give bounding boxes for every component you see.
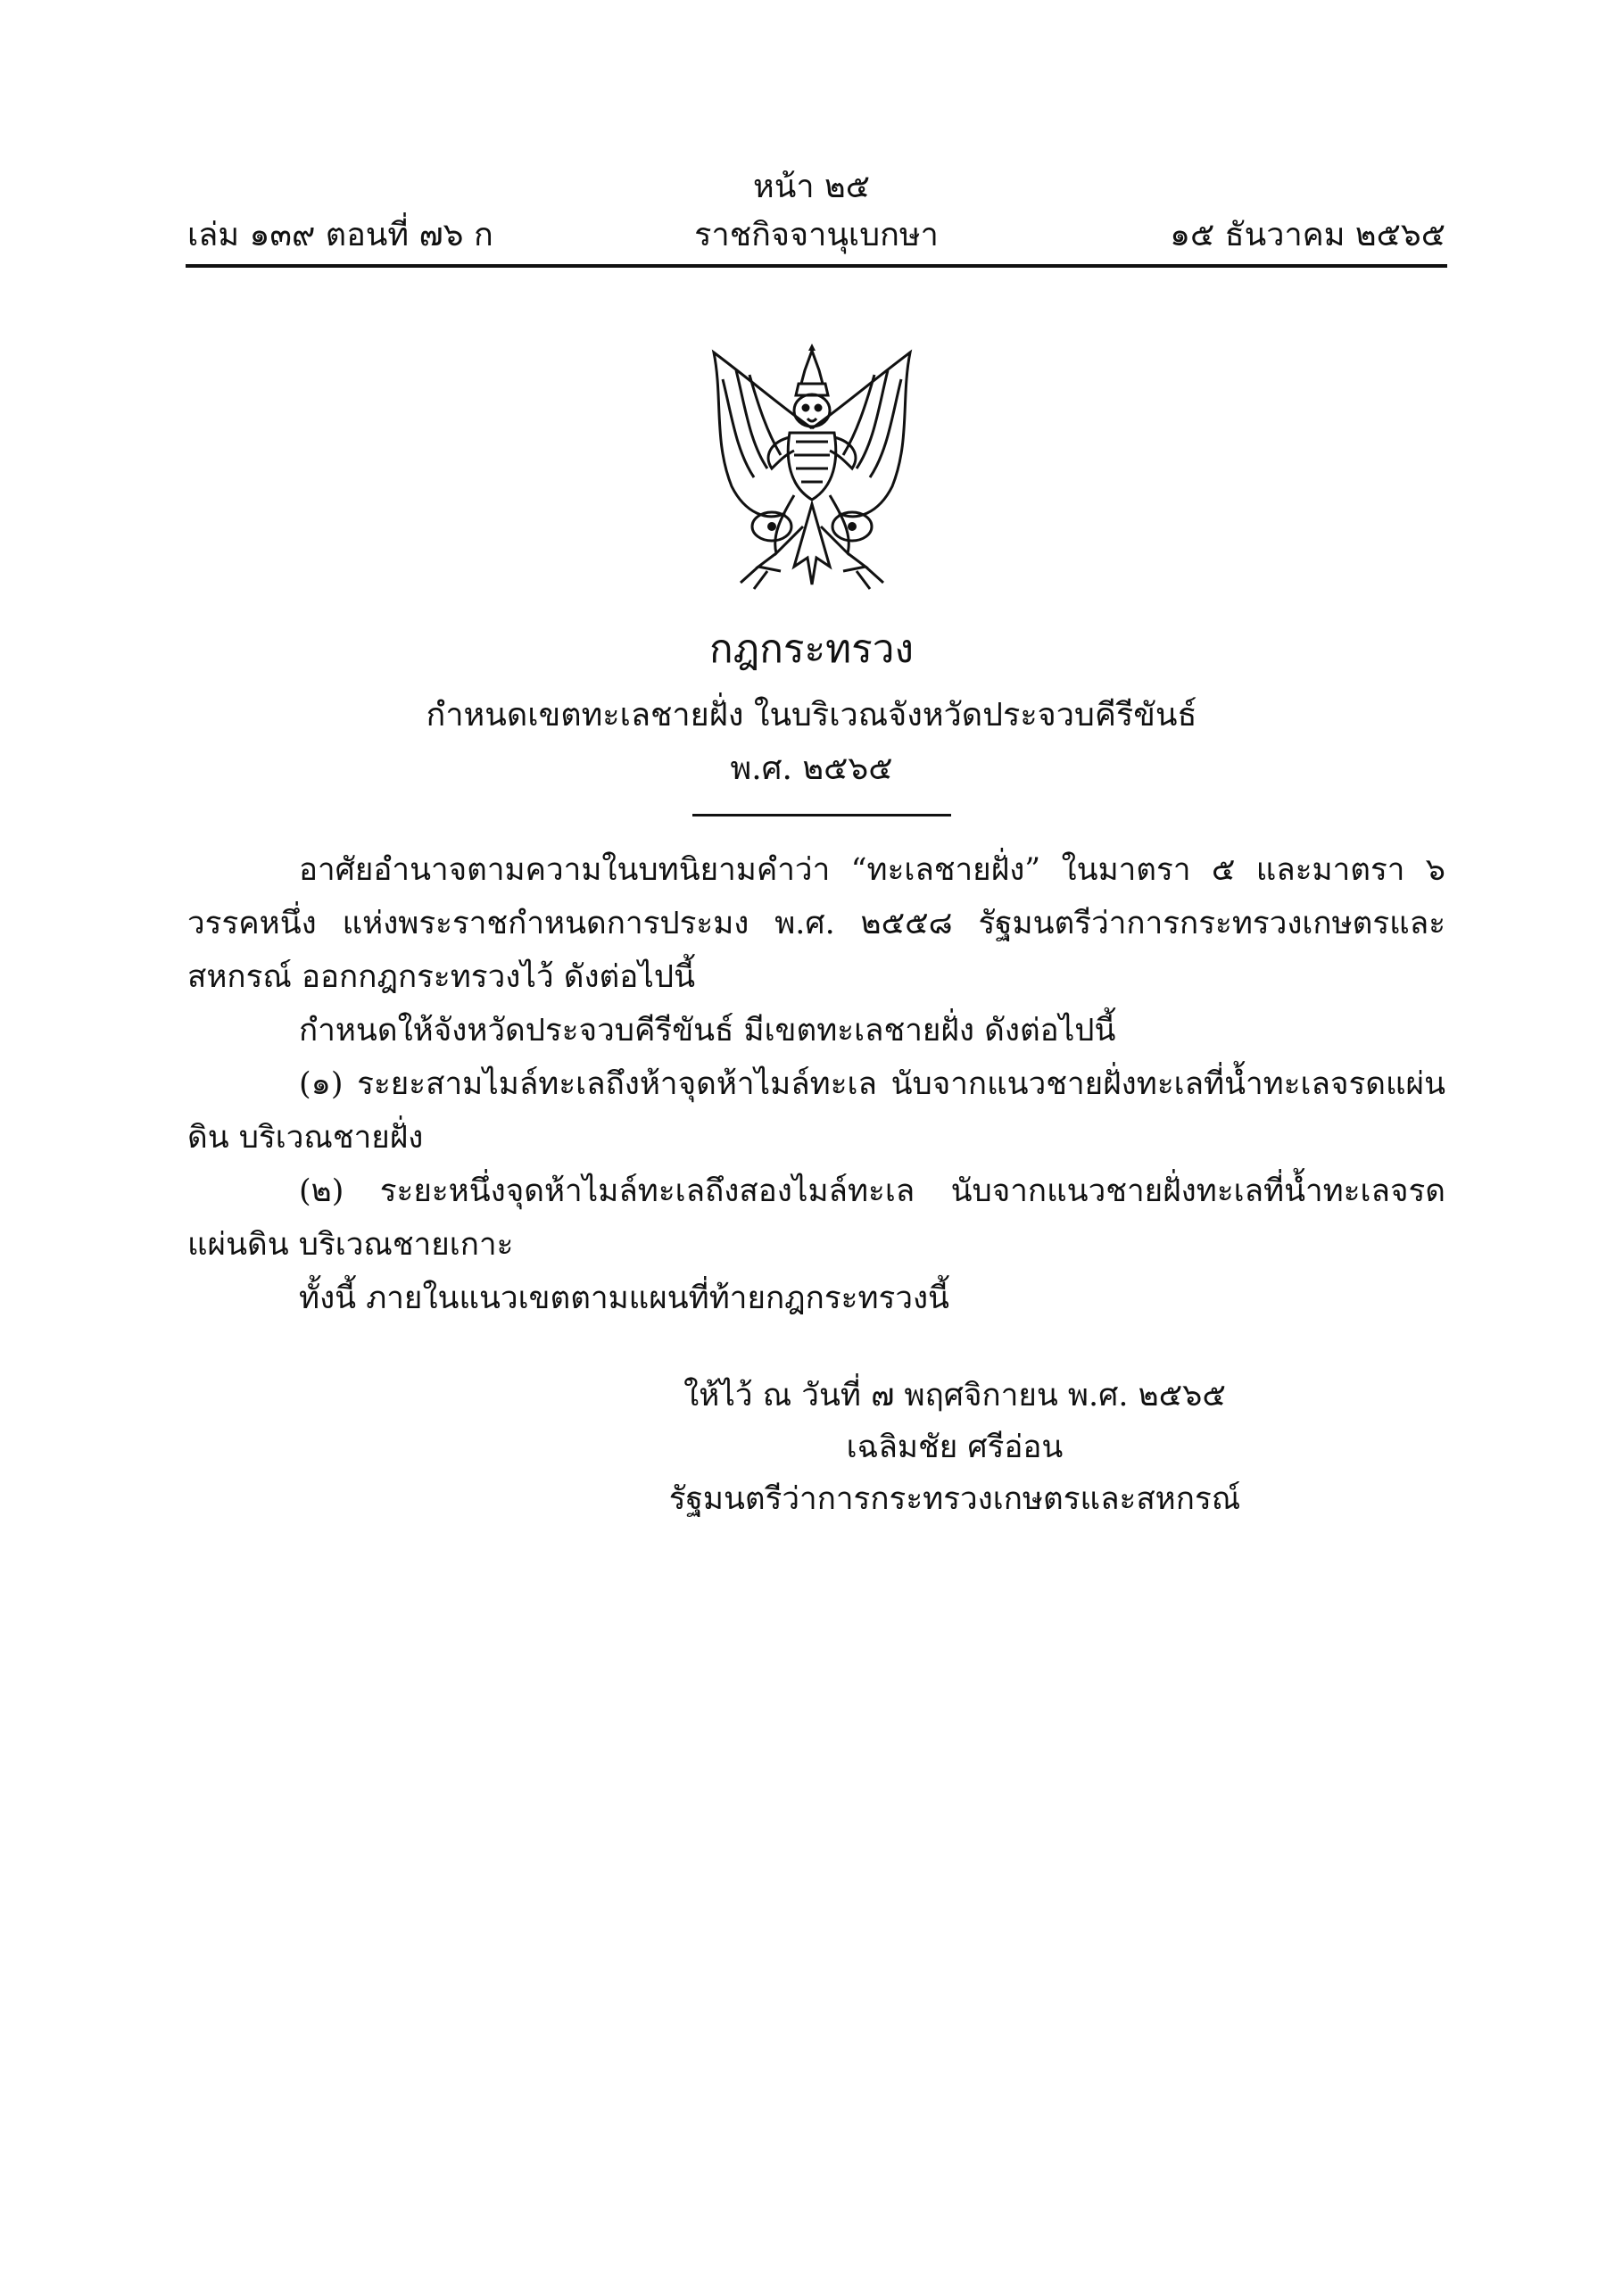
- garuda-emblem-icon: [696, 344, 928, 602]
- gazette-name: ราชกิจจานุเบกษา: [694, 217, 939, 253]
- clause-2-paragraph: (๒) ระยะหนึ่งจุดห้าไมล์ทะเลถึงสองไมล์ทะเล นับจากแนวชายฝั่งทะเลที่น้ำทะเลจรดแผ่นดิน บริเวณชายเกาะ: [187, 1173, 1445, 1263]
- publication-date: ๑๕ ธันวาคม ๒๕๖๕: [1170, 217, 1445, 253]
- given-date: ให้ไว้ ณ วันที่ ๗ พฤศจิกายน พ.ศ. ๒๕๖๕: [683, 1378, 1226, 1413]
- page-number: หน้า ๒๕: [753, 169, 870, 205]
- title-divider: [692, 814, 951, 816]
- volume-issue: เล่ม ๑๓๙ ตอนที่ ๗๖ ก: [187, 217, 493, 253]
- document-title: กฎกระทรวง: [709, 626, 914, 672]
- preamble-paragraph: อาศัยอำนาจตามความในบทนิยามคำว่า “ทะเลชายฝั่ง” ในมาตรา ๕ และมาตรา ๖ วรรคหนึ่ง แห่งพระราชกำหนดการประมง พ.ศ. ๒๕๕๘ รัฐมนตรีว่าการกระทรวงเกษตรและสหกรณ์ ออกกฎกระทรวงไว้ ดังต่อไปนี้: [187, 852, 1445, 995]
- document-body: [187, 843, 1445, 1325]
- signatory-position: รัฐมนตรีว่าการกระทรวงเกษตรและสหกรณ์: [668, 1481, 1241, 1517]
- document-subtitle: กำหนดเขตทะเลชายฝั่ง ในบริเวณจังหวัดประจวบคีรีขันธ์: [426, 697, 1197, 734]
- body-paragraph-final: ทั้งนี้ ภายในแนวเขตตามแผนที่ท้ายกฎกระทรวงนี้: [299, 1281, 949, 1316]
- body-paragraph: กำหนดให้จังหวัดประจวบคีรีขันธ์ มีเขตทะเลชายฝั่ง ดังต่อไปนี้: [299, 1013, 1116, 1049]
- gazette-header: [187, 214, 1445, 257]
- clause-1-paragraph: (๑) ระยะสามไมล์ทะเลถึงห้าจุดห้าไมล์ทะเล นับจากแนวชายฝั่งทะเลที่น้ำทะเลจรดแผ่นดิน บริเวณชายฝั่ง: [187, 1066, 1445, 1156]
- document-year: พ.ศ. ๒๕๖๕: [730, 750, 893, 787]
- signatory-name: เฉลิมชัย ศรีอ่อน: [846, 1430, 1064, 1465]
- signature-block: [625, 1370, 1285, 1525]
- header-divider: [186, 264, 1447, 268]
